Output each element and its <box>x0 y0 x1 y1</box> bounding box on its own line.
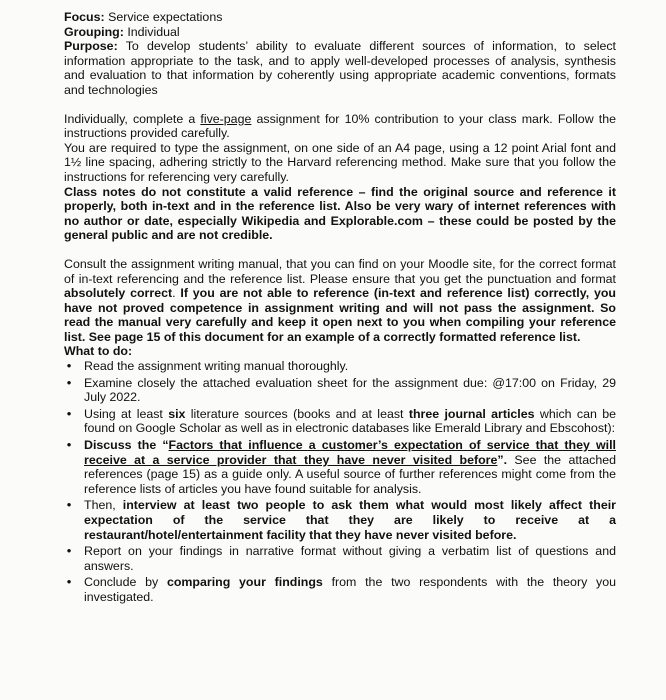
task-list <box>64 359 616 605</box>
manual-instructions: Consult the assignment writing manual, that you can find on your Moodle site, for the correct format of in-text referencing and the reference list. Please ensure that you get the punctuation and format absolutely correct. If you are not able to reference (in-text and reference list) correctly, you have not proved competence in assignment writing and will not pass the assignment. So read the manual very carefully and keep it open next to you when compiling your reference list. See page 15 of this document for an example of a correctly formatted reference list. <box>64 256 616 344</box>
list-item: • Read the assignment writing manual thoroughly. <box>64 359 616 374</box>
list-item: • Report on your findings in narrative format without giving a verbatim list of questions and answers. <box>64 544 616 573</box>
discussion-topic: Factors that influence a customer’s expectation of service that they will receive at a service provider that they have never visited before <box>84 438 616 467</box>
class-notes-warning: Class notes do not constitute a valid reference – find the original source and reference it properly, both in-text and in the reference list. Also be very wary of internet references with no author or date, especially Wikipedia and Explorable.com – these could be posted by the general public and are not credible. <box>64 184 616 243</box>
bullet-icon: • <box>66 375 72 390</box>
list-item: • Conclude by comparing your findings from the two respondents with the theory you investigated. <box>64 575 616 604</box>
bullet-icon: • <box>66 359 72 374</box>
assignment-intro: Individually, complete a five-page assignment for 10% contribution to your class mark. Follow the instructions provided carefully. <box>64 111 616 141</box>
five-page-link[interactable]: five-page <box>200 111 252 126</box>
purpose-line: Purpose: To develop students’ ability to evaluate different sources of information, to select information appropriate to the task, and to apply well-developed processes of analysis, synthesis and evaluation to that information by coherently using appropriate academic conventions, formats and technologies <box>64 39 617 97</box>
what-to-do-heading: What to do: <box>64 344 133 359</box>
bullet-icon: • <box>66 438 72 453</box>
bullet-icon: • <box>66 575 72 590</box>
list-item: • Discuss the “Factors that influence a customer’s expectation of service that they will receive at a service provider that they have never visited before”. See the attached references (page 15) as a guide only. A useful source of further references might come from the reference lists of articles you have found suitable for analysis. <box>64 438 616 496</box>
list-item: • Using at least six literature sources (books and at least three journal articles which can be found on Google Scholar as well as in electronic databases like Emerald Library and Ebscohost): <box>64 407 616 436</box>
bullet-icon: • <box>66 406 72 421</box>
list-item: • Then, interview at least two people to ask them what would most likely affect their expectation of the service that they are likely to receive at a restaurant/hotel/entertainment facility that they have never visited before. <box>64 498 616 542</box>
format-instructions: You are required to type the assignment, on one side of an A4 page, using a 12 point Arial font and 1½ line spacing, adhering strictly to the Harvard referencing method. Make sure that you follow the instructions for referencing very carefully. <box>64 140 616 184</box>
grouping-line: Grouping: Individual <box>64 24 180 39</box>
focus-line: Focus: Service expectations <box>64 10 223 24</box>
list-item: • Examine closely the attached evaluation sheet for the assignment due: @17:00 on Friday, 29 July 2022. <box>64 376 616 405</box>
bullet-icon: • <box>66 498 72 513</box>
bullet-icon: • <box>66 544 72 559</box>
